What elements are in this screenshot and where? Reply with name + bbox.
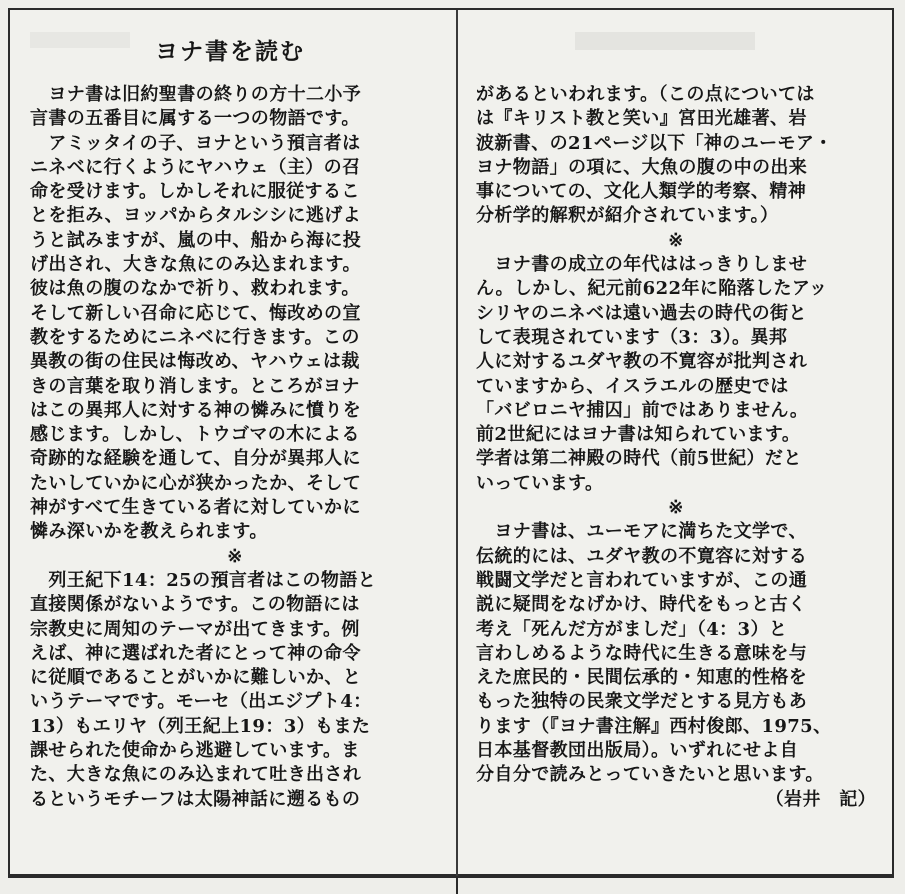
- text-line: げ出され、大きな魚にのみ込まれます。: [30, 254, 361, 276]
- text-line: えば、神に選ばれた者にとって神の命令: [30, 642, 361, 664]
- text-line: アミッタイの子、ヨナという預言者は: [30, 132, 361, 154]
- section-separator: ※: [668, 229, 684, 251]
- text-line: 日本基督教団出版局）。いずれにせよ自: [476, 740, 799, 762]
- text-line: 分自分で読みとっていきたいと思います。: [476, 764, 824, 786]
- text-line: があるといわれます。（この点については: [476, 84, 815, 105]
- text-line: 分析学的解釈が紹介されています。）: [476, 205, 779, 227]
- text-line: 教をするためにニネベに行きます。この: [30, 326, 360, 348]
- text-line: 憐み深いかを教えられます。: [30, 521, 268, 543]
- text-line: 直接関係がないようです。この物語には: [30, 594, 360, 616]
- text-line: はこの異邦人に対する神の憐みに憤りを: [30, 399, 362, 421]
- text-line: えた庶民的・民間伝承的・知恵的性格を: [476, 667, 808, 689]
- text-line: とを拒み、ヨッパからタルシシに逃げよ: [30, 205, 362, 227]
- text-line: いうテーマです。モーセ（出エジプト4：: [30, 691, 372, 713]
- right-column: [476, 83, 876, 812]
- text-line: （岩井 記）: [765, 788, 876, 810]
- text-line: 宗教史に周知のテーマが出てきます。例: [30, 618, 360, 640]
- text-line: 課せられた使命から逃避しています。ま: [30, 740, 360, 762]
- show-through-smudge: [575, 32, 755, 50]
- text-line: うと試みますが、嵐の中、船から海に投: [30, 229, 362, 251]
- column-divider: [456, 10, 458, 876]
- text-line: きの言葉を取り消します。ところがヨナ: [30, 375, 360, 397]
- text-line: ていますから、イスラエルの歴史では: [476, 375, 789, 397]
- text-line: 人に対するユダヤ教の不寛容が批判され: [476, 351, 808, 373]
- section-separator: ※: [668, 497, 684, 519]
- text-line: 「バビロニヤ捕囚」前ではありません。: [476, 399, 809, 421]
- text-line: 前2世紀にはヨナ書は知られています。: [476, 424, 801, 446]
- text-line: 列王紀下14：25の預言者はこの物語と: [30, 569, 377, 591]
- text-line: ヨナ物語」の項に、大魚の腹の中の出来: [476, 156, 808, 178]
- text-line: 戦闘文学だと言われていますが、この通: [476, 569, 808, 591]
- text-line: ります（『ヨナ書注解』西村俊郎、1975、: [476, 715, 832, 737]
- section-separator: ※: [227, 545, 243, 567]
- text-line: いっています。: [476, 472, 604, 494]
- text-line: ん。しかし、紀元前622年に陥落したアッ: [476, 278, 828, 300]
- text-line: 感じます。しかし、トウゴマの木による: [30, 424, 360, 446]
- bottom-rule: [8, 876, 894, 878]
- text-line: 事についての、文化人類学的考察、精神: [476, 181, 807, 203]
- text-line: そして新しい召命に応じて、悔改めの宣: [30, 302, 361, 324]
- text-line: たいしていかに心が狭かったか、そして: [30, 472, 362, 494]
- text-line: もった独特の民衆文学だとする見方もあ: [476, 691, 808, 713]
- text-line: 波新書、の21ページ以下「神のユーモア・: [476, 132, 833, 154]
- text-line: ニネベに行くようにヤハウェ（主）の召: [30, 156, 361, 178]
- text-line: 説に疑問をなげかけ、時代をもっと古く: [476, 594, 807, 616]
- show-through-smudge: [30, 32, 130, 48]
- text-line: 神がすべて生きている者に対していかに: [30, 497, 361, 519]
- text-line: 言わしめるような時代に生きる意味を与: [476, 642, 808, 664]
- text-line: 彼は魚の腹のなかで祈り、救われます。: [30, 278, 360, 300]
- text-line: ヨナ書は旧約聖書の終りの方十二小予: [30, 84, 362, 105]
- text-line: 異教の街の住民は悔改め、ヤハウェは裁: [30, 351, 360, 373]
- text-line: 考え「死んだ方がましだ」（4：3）と: [476, 618, 788, 640]
- text-line: 13）もエリヤ（列王紀上19：3）もまた: [30, 715, 371, 737]
- text-line: 命を受けます。しかしそれに服従するこ: [30, 181, 360, 203]
- text-line: 奇跡的な経験を通して、自分が異邦人に: [30, 448, 361, 470]
- text-line: して表現されています（3：3）。異邦: [476, 326, 788, 348]
- text-line: 学者は第二神殿の時代（前5世紀）だと: [476, 448, 802, 470]
- text-line: 言書の五番目に属する一つの物語です。: [30, 108, 360, 130]
- text-line: に従順であることがいかに難しいか、と: [30, 667, 362, 689]
- text-line: は『キリスト教と笑い』宮田光雄著、岩: [476, 108, 807, 130]
- bottom-divider-tick: [456, 878, 458, 894]
- article-title: ヨナ書を読む: [155, 38, 305, 65]
- text-line: た、大きな魚にのみ込まれて吐き出され: [30, 764, 362, 786]
- text-line: るというモチーフは太陽神話に遡るもの: [30, 788, 361, 810]
- left-column: [30, 83, 440, 812]
- text-line: ヨナ書の成立の年代ははっきりしませ: [476, 254, 808, 276]
- text-line: 伝統的には、ユダヤ教の不寛容に対する: [476, 545, 808, 567]
- text-line: シリヤのニネベは遠い過去の時代の街と: [476, 302, 807, 324]
- text-line: ヨナ書は、ユーモアに満ちた文学で、: [476, 521, 807, 543]
